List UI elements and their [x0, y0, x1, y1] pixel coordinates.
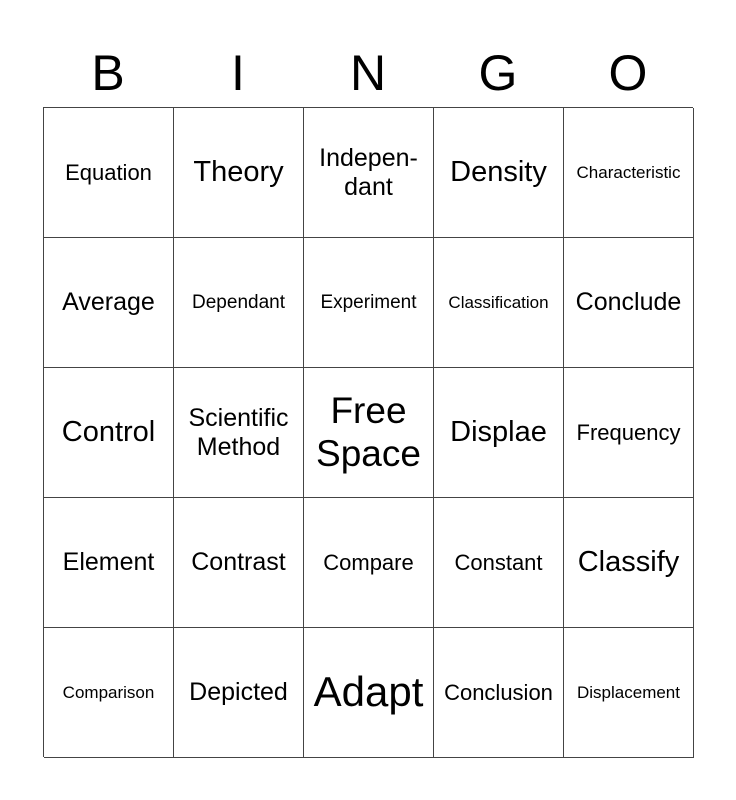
cell-label: Indepen- dant — [319, 143, 418, 201]
bingo-cell[interactable] — [174, 238, 304, 368]
header-letter-i: I — [231, 45, 245, 101]
cell-label: Conclude — [575, 288, 682, 317]
bingo-cell[interactable] — [564, 368, 694, 498]
cell-label: Dependant — [192, 291, 285, 313]
cell-label: Compare — [323, 549, 414, 575]
cell-label: Constant — [454, 549, 543, 575]
cell-label: Theory — [193, 155, 284, 188]
bingo-cell[interactable] — [174, 628, 304, 758]
cell-label: Average — [62, 288, 155, 317]
cell-label: Classification — [448, 292, 549, 312]
bingo-cell[interactable] — [174, 108, 304, 238]
cell-label: Equation — [65, 159, 152, 185]
bingo-cell[interactable] — [564, 498, 694, 628]
cell-label: Element — [62, 548, 155, 577]
header-letter-n: N — [349, 45, 387, 101]
cell-label: Comparison — [62, 682, 155, 702]
free-space-cell[interactable] — [304, 368, 434, 498]
bingo-header — [43, 42, 693, 104]
bingo-cell[interactable] — [44, 628, 174, 758]
cell-label: Depicted — [189, 678, 288, 707]
bingo-cell[interactable] — [304, 628, 434, 758]
header-letter-g: G — [478, 45, 518, 101]
bingo-board — [43, 107, 693, 757]
bingo-cell[interactable] — [434, 498, 564, 628]
cell-label: Control — [61, 415, 156, 448]
free-space-label: Free Space — [316, 389, 421, 474]
cell-label: Experiment — [320, 291, 417, 313]
bingo-cell[interactable] — [564, 108, 694, 238]
bingo-cell[interactable] — [44, 368, 174, 498]
bingo-cell[interactable] — [304, 108, 434, 238]
cell-label: Adapt — [313, 668, 424, 716]
bingo-cell[interactable] — [434, 628, 564, 758]
cell-label: Characteristic — [576, 162, 681, 182]
bingo-cell[interactable] — [44, 108, 174, 238]
cell-label: Displacement — [577, 682, 680, 702]
bingo-cell[interactable] — [434, 108, 564, 238]
bingo-cell[interactable] — [564, 238, 694, 368]
bingo-cell[interactable] — [174, 368, 304, 498]
cell-label: Displae — [450, 415, 547, 448]
cell-label: Conclusion — [444, 679, 553, 705]
cell-label: Scientific Method — [188, 403, 289, 461]
bingo-cell[interactable] — [174, 498, 304, 628]
bingo-cell[interactable] — [434, 238, 564, 368]
cell-label: Classify — [577, 545, 680, 578]
bingo-cell[interactable] — [304, 238, 434, 368]
cell-label: Frequency — [576, 419, 681, 445]
cell-label: Density — [450, 155, 547, 188]
header-letter-b: B — [91, 45, 125, 101]
bingo-cell[interactable] — [434, 368, 564, 498]
bingo-cell[interactable] — [564, 628, 694, 758]
cell-label: Contrast — [191, 548, 286, 577]
header-letter-o: O — [608, 45, 648, 101]
bingo-cell[interactable] — [304, 498, 434, 628]
bingo-cell[interactable] — [44, 238, 174, 368]
bingo-cell[interactable] — [44, 498, 174, 628]
